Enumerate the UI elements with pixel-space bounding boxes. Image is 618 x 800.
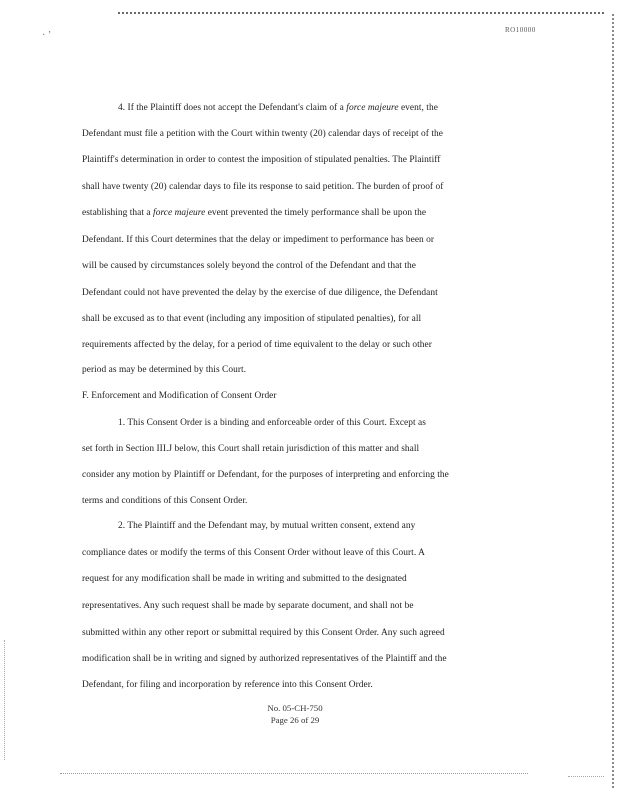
body-line: shall be excused as to that event (including any imposition of stipulated penalties), for all: [82, 314, 422, 324]
section-heading: F. Enforcement and Modification of Consent Order: [82, 391, 277, 401]
scan-edge-top: [118, 12, 604, 14]
body-line: shall have twenty (20) calendar days to file its response to said petition. The burden of proof of: [82, 182, 444, 192]
body-line: consider any motion by Plaintiff or Defendant, for the purposes of interpreting and enforcing the: [82, 470, 449, 480]
document-reference-code: RO10000: [505, 26, 536, 34]
scan-edge-bottom-right: [568, 776, 604, 777]
body-line: Defendant, for filing and incorporation by reference into this Consent Order.: [82, 680, 373, 690]
body-line: 1. This Consent Order is a binding and enforceable order of this Court. Except as: [118, 418, 426, 428]
footer-page-number: Page 26 of 29: [270, 715, 320, 725]
scan-edge-left: [4, 640, 5, 760]
body-line: modification shall be in writing and signed by authorized representatives of the Plaintiff and the: [82, 654, 447, 664]
body-line: Plaintiff's determination in order to contest the imposition of stipulated penalties. The Plaintiff: [82, 155, 441, 165]
body-line: 2. The Plaintiff and the Defendant may, by mutual written consent, extend any: [118, 521, 416, 531]
body-line: will be caused by circumstances solely beyond the control of the Defendant and that the: [82, 261, 416, 271]
body-line: establishing that a force majeure event prevented the timely performance shall be upon the: [82, 208, 427, 218]
body-line: representatives. Any such request shall be made by separate document, and shall not be: [82, 601, 414, 611]
scan-edge-right: [612, 14, 614, 788]
body-line: 4. If the Plaintiff does not accept the Defendant's claim of a force majeure event, the: [118, 103, 438, 113]
body-line: requirements affected by the delay, for a period of time equivalent to the delay or such other: [82, 340, 432, 350]
body-line: compliance dates or modify the terms of this Consent Order without leave of this Court. A: [82, 548, 425, 558]
footer-case-number: No. 05-CH-750: [267, 703, 323, 713]
body-line: request for any modification shall be made in writing and submitted to the designated: [82, 574, 407, 584]
body-line: set forth in Section III.J below, this Court shall retain jurisdiction of this matter and shall: [82, 444, 420, 454]
body-line: submitted within any other report or submittal required by this Consent Order. Any such agreed: [82, 628, 445, 638]
body-line: terms and conditions of this Consent Order.: [82, 496, 248, 506]
scan-edge-bottom: [60, 773, 528, 774]
scan-speck: · ’: [42, 30, 52, 41]
body-line: Defendant. If this Court determines that the delay or impediment to performance has been or: [82, 235, 435, 245]
body-line: Defendant could not have prevented the delay by the exercise of due diligence, the Defendant: [82, 288, 438, 298]
body-line: period as may be determined by this Court.: [82, 365, 247, 375]
body-line: Defendant must file a petition with the Court within twenty (20) calendar days of receipt of the: [82, 129, 443, 139]
